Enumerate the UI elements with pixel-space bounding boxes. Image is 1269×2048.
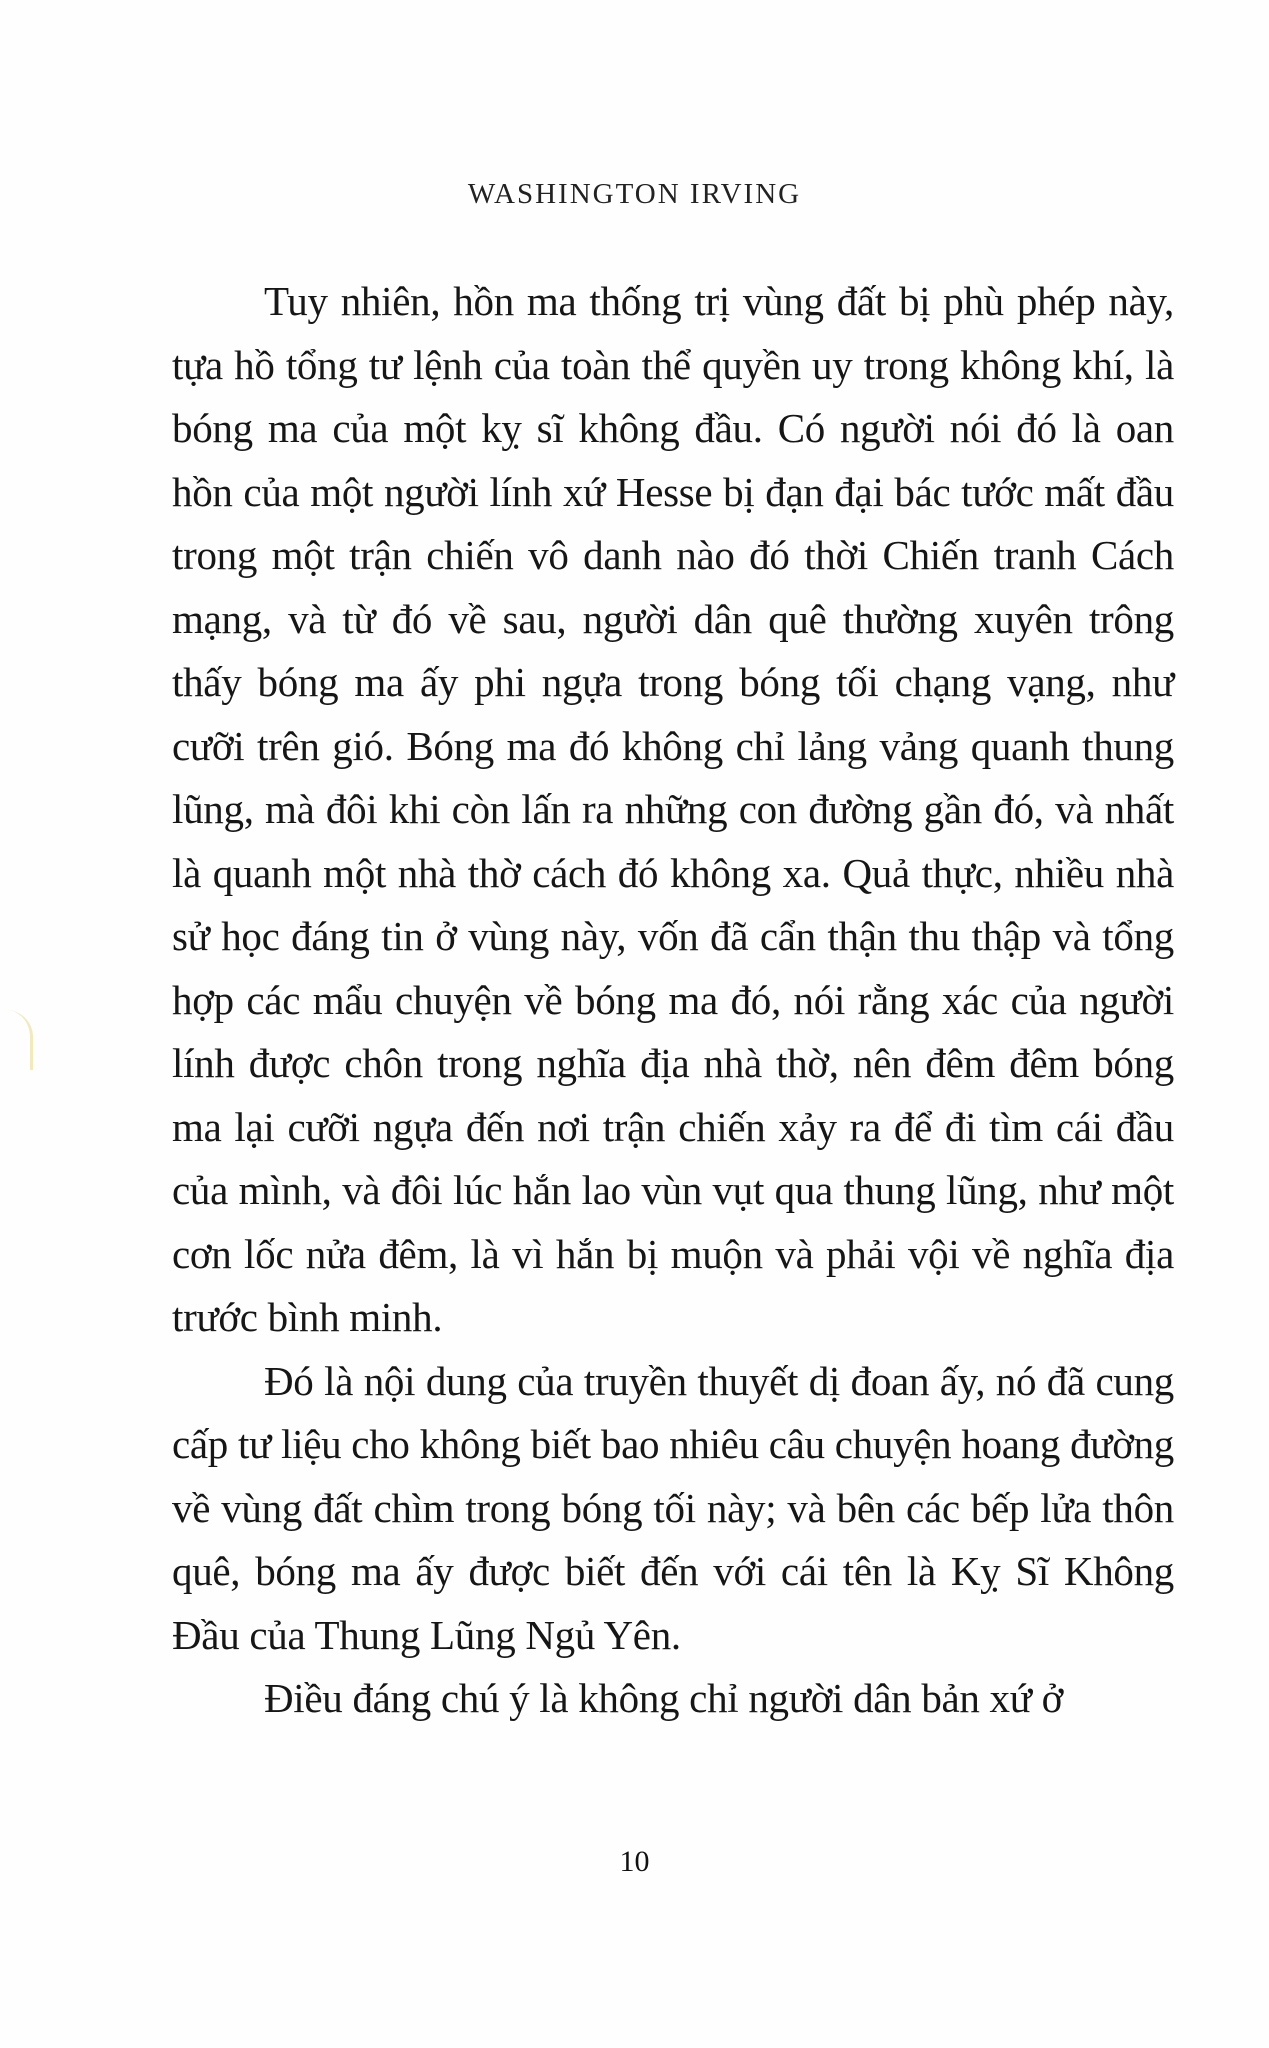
page-number: 10 [619, 1845, 650, 1878]
page-edge-mark [6, 1010, 33, 1070]
running-head-author: WASHINGTON IRVING [467, 178, 802, 210]
paragraph-2: Đó là nội dung của truyền thuyết dị đoan ấy, nó đã cung cấp tư liệu cho không biết bao nhiêu câu chuyện hoang đường về vùng đất chìm trong bóng tối này; và bên các bếp lửa thôn quê, bóng ma ấy được biết đến với cái tên là Kỵ Sĩ Không Đầu của Thung Lũng Ngủ Yên. [172, 1357, 1174, 1658]
paragraph-3: Điều đáng chú ý là không chỉ người dân bản xứ ở [264, 1675, 1064, 1721]
body-text [172, 270, 1174, 1731]
paragraph-1: Tuy nhiên, hồn ma thống trị vùng đất bị phù phép này, tựa hồ tổng tư lệnh của toàn thể quyền uy trong không khí, là bóng ma của một kỵ sĩ không đầu. Có người nói đó là oan hồn của một người lính xứ Hesse bị đạn đại bác tước mất đầu trong một trận chiến vô danh nào đó thời Chiến tranh Cách mạng, và từ đó về sau, người dân quê thường xuyên trông thấy bóng ma ấy phi ngựa trong bóng tối chạng vạng, như cưỡi trên gió. Bóng ma đó không chỉ lảng vảng quanh thung lũng, mà đôi khi còn lấn ra những con đường gần đó, và nhất là quanh một nhà thờ cách đó không xa. Quả thực, nhiều nhà sử học đáng tin ở vùng này, vốn đã cẩn thận thu thập và tổng hợp các mẩu chuyện về bóng ma đó, nói rằng xác của người lính được chôn trong nghĩa địa nhà thờ, nên đêm đêm bóng ma lại cưỡi ngựa đến nơi trận chiến xảy ra để đi tìm cái đầu của mình, và đôi lúc hắn lao vùn vụt qua thung lũng, như một cơn lốc nửa đêm, là vì hắn bị muộn và phải vội về nghĩa địa trước bình minh. [172, 278, 1174, 1340]
